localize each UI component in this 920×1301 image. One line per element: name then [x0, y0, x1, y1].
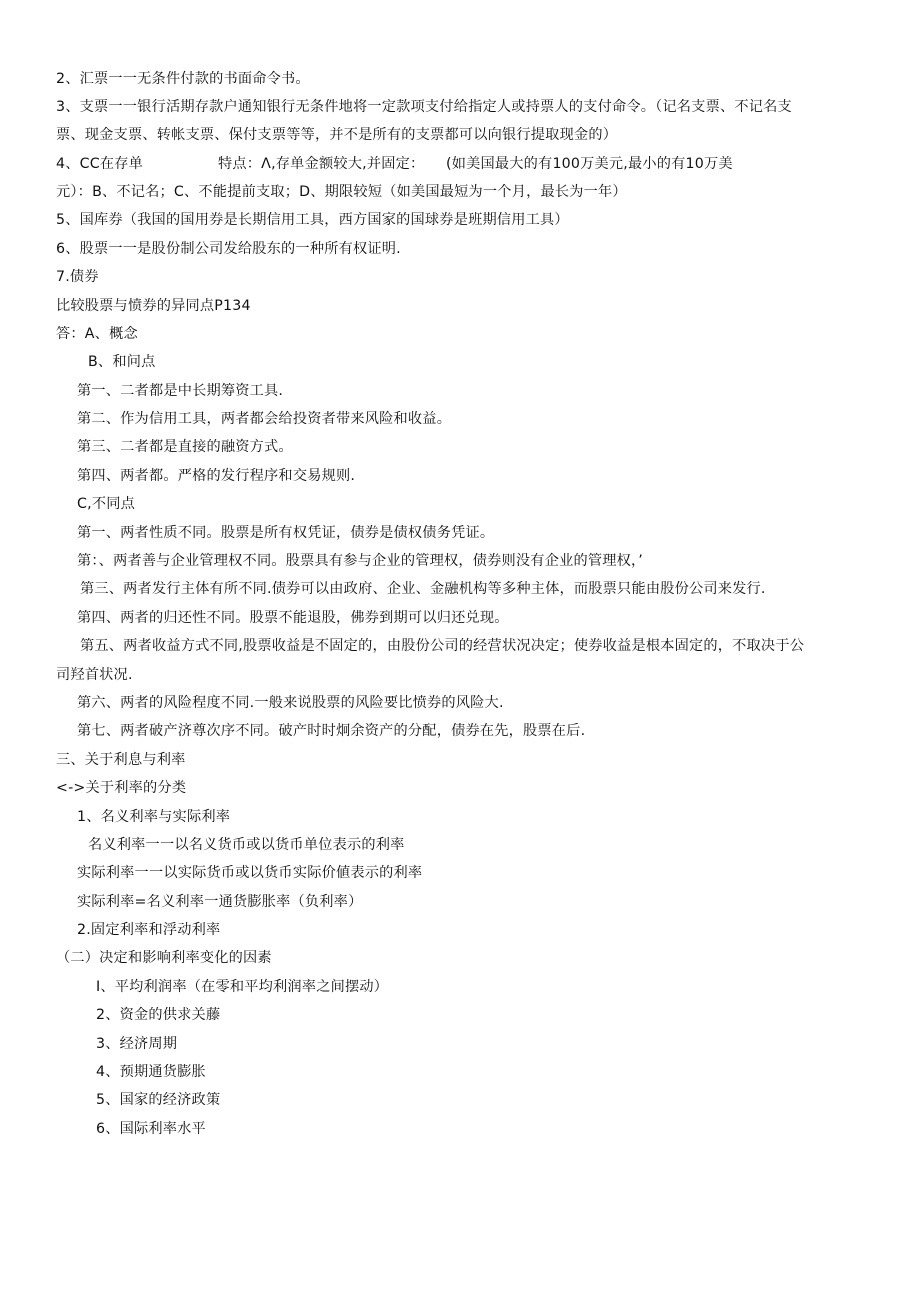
- text-line-24: 第七、两者破产济尊次序不同。破产时时炯余资产的分配，债券在先，股票在后.: [77, 723, 586, 739]
- text-line-29: 实际利率一一以实际货币或以货币实际价値表示的利率: [77, 865, 423, 881]
- text-line-34: 2、资金的供求关藤: [96, 1007, 221, 1023]
- text-line-17: 第一、两者性质不同。股票是所有权凭证，债券是债权债务凭证。: [77, 525, 495, 541]
- text-line-1: 2、汇票一一无条件付款的书面命令书。: [56, 71, 310, 87]
- text-line-37: 5、国家的经济政策: [96, 1092, 221, 1108]
- text-line-5: 元）：B、不记名；C、不能提前支取；D、期限较短（如美国最短为一个月，最长为一年）: [56, 184, 627, 200]
- text-line-16: C,不同点: [77, 496, 135, 512]
- text-line-38: 6、国际利率水平: [96, 1121, 206, 1137]
- text-line-30: 实际利率=名义利率一通货膨胀率（负利率）: [77, 894, 363, 910]
- text-line-7: 6、股票一一是股份制公司发给股东的一种所有权证明.: [56, 241, 401, 257]
- text-line-2: 3、支票一一银行活期存款户通知银行无条件地将一定款项支付给指定人或持票人的支付命令。（记名支票、不记名支: [56, 99, 792, 115]
- text-line-19: 第三、两者发行主体有所不同.债券可以由政府、企业、金融机构等多种主体，而股票只能由股份公司来发行.: [80, 581, 766, 597]
- text-line-6: 5、国库券（我国的国用券是长期信用工具，西方国家的国球券是班期信用工具）: [56, 212, 569, 228]
- text-line-20: 第四、两者的归还性不同。股票不能退股，佛券到期可以归还兑现。: [77, 610, 509, 626]
- text-line-15: 第四、两者都。严格的发行程序和交易规则.: [77, 468, 356, 484]
- text-line-8: 7.债券: [56, 269, 99, 285]
- text-line-13: 第二、作为信用工具，两者都会给投资者带来风险和收益。: [77, 411, 452, 427]
- text-line-35: 3、经济周期: [96, 1036, 178, 1052]
- text-line-33: I、平均利润率（在零和平均利润率之间摆动）: [96, 979, 389, 995]
- text-line-22: 司羟首状况.: [56, 667, 133, 683]
- text-line-4a: 4、CC在存单: [56, 156, 143, 172]
- text-line-3: 票、现金支票、转帐支票、保付支票等等，并不是所有的支票都可以向银行提取现金的）: [56, 127, 618, 143]
- text-line-11: B、和问点: [88, 354, 156, 370]
- text-line-28: 名义利率一一以名义货币或以货币单位表示的利率: [88, 837, 405, 853]
- text-line-4c: (如美国最大的有100万美元,最小的有10万美: [446, 156, 733, 172]
- text-line-23: 第六、两者的风险程度不同.一般来说股票的风险要比愤券的风险大.: [77, 695, 504, 711]
- text-line-36: 4、预期通货膨胀: [96, 1064, 206, 1080]
- text-line-26: <->关于利率的分类: [56, 780, 187, 796]
- text-line-14: 第三、二者都是直接的融资方式。: [77, 439, 293, 455]
- text-line-18: 第：、两者善与企业管理权不同。股票具有参与企业的管理权，债券则没有企业的管理权，’: [77, 553, 644, 569]
- text-line-21: 第五、两者收益方式不同,股票收益是不固定的，由股份公司的经营状况决定；使券收益是根本固定的，不取决于公: [80, 638, 805, 654]
- text-line-32: （二）决定和影响利率变化的因素: [56, 950, 272, 966]
- text-line-25: 三、关于利息与利率: [56, 752, 186, 768]
- text-line-10: 答：A、概念: [56, 326, 138, 342]
- text-line-27: 1、名义利率与实际利率: [77, 809, 231, 825]
- text-line-4b: 特点：Λ,存单金额较大,并固定：: [218, 156, 425, 172]
- text-line-31: 2.固定利率和浮动利率: [77, 922, 221, 938]
- text-line-9: 比较股票与愤券的异同点P134: [56, 298, 251, 314]
- text-line-12: 第一、二者都是中长期筹资工具.: [77, 383, 284, 399]
